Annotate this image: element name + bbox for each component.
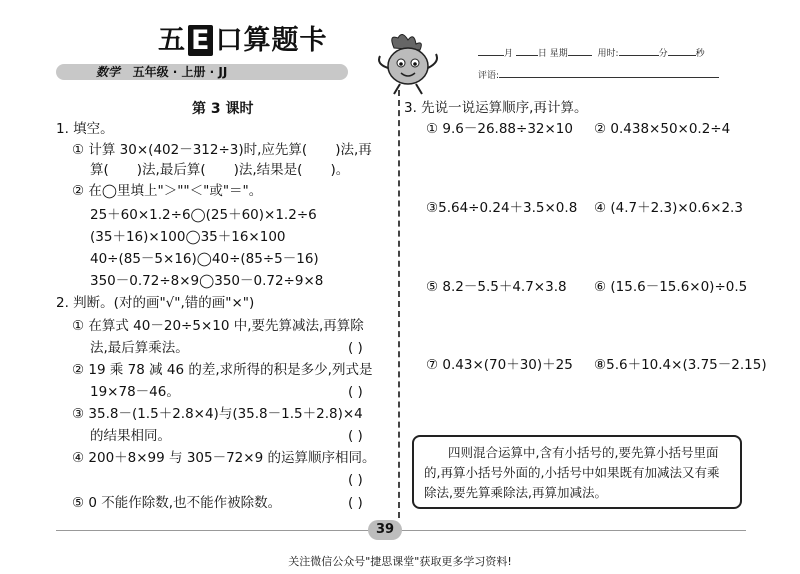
judge-4-line1: ④ 200＋8×99 与 305－72×9 的运算顺序相同。 bbox=[72, 450, 376, 466]
expr-2: ② 0.438×50×0.2÷4 bbox=[594, 121, 731, 137]
judge-5-line1: ⑤ 0 不能作除数,也不能作被除数。 bbox=[72, 495, 282, 511]
expr-8: ⑧5.6＋10.4×(3.75－2.15) bbox=[594, 357, 767, 373]
compare-2: (35＋16)×100◯35＋16×100 bbox=[90, 229, 286, 245]
column-divider bbox=[398, 90, 400, 518]
judge-3-line2: 的结果相同。 bbox=[90, 428, 171, 444]
q3-title: 3. 先说一说运算顺序,再计算。 bbox=[404, 100, 588, 116]
subject-bar: 数学 五年级 · 上册 · JJ bbox=[56, 64, 348, 80]
judge-4-answer: ( ) bbox=[348, 472, 363, 488]
compare-4: 350－0.72÷8×9◯350－0.72÷9×8 bbox=[90, 273, 324, 289]
date-line: 月 日 星期 用时: 分 秒 bbox=[478, 46, 705, 59]
judge-1-line1: ① 在算式 40－20÷5×10 中,要先算减法,再算除 bbox=[72, 318, 364, 334]
page-number: 39 bbox=[368, 520, 402, 540]
brand-title: 五 E 口算题卡 bbox=[158, 25, 328, 56]
judge-1-line2: 法,最后算乘法。 bbox=[90, 340, 189, 356]
expr-1: ① 9.6－26.88÷32×10 bbox=[426, 121, 573, 137]
expr-5: ⑤ 8.2－5.5＋4.7×3.8 bbox=[426, 279, 567, 295]
expr-6: ⑥ (15.6－15.6×0)÷0.5 bbox=[594, 279, 748, 295]
tip-box bbox=[412, 435, 742, 509]
judge-2-line1: ② 19 乘 78 减 46 的差,求所得的积是多少,列式是 bbox=[72, 362, 373, 378]
q1-item1-line1: ① 计算 30×(402－312÷3)时,应先算( )法,再 bbox=[72, 142, 372, 158]
judge-3-line1: ③ 35.8－(1.5＋2.8×4)与(35.8－1.5＋2.8)×4 bbox=[72, 406, 363, 422]
q1-item1-line2: 算( )法,最后算( )法,结果是( )。 bbox=[90, 162, 350, 178]
q2-title: 2. 判断。(对的画"√",错的画"×") bbox=[56, 295, 255, 311]
footer-note: 关注微信公众号"捷思课堂"获取更多学习资料! bbox=[288, 555, 512, 568]
tip-text: 四则混合运算中,含有小括号的,要先算小括号里面的,再算小括号外面的,小括号中如果既有加减法又有乘除法,要先算乘除法,再算加减法。 bbox=[424, 445, 720, 500]
expr-3: ③5.64÷0.24＋3.5×0.8 bbox=[426, 200, 578, 216]
compare-3: 40÷(85－5×16)◯40÷(85÷5－16) bbox=[90, 251, 319, 267]
judge-5-answer: ( ) bbox=[348, 495, 363, 511]
judge-1-answer: ( ) bbox=[348, 340, 363, 356]
lesson-title: 第 3 课时 bbox=[192, 101, 254, 117]
q1-title: 1. 填空。 bbox=[56, 121, 114, 137]
mascot-illustration bbox=[368, 30, 448, 96]
expr-7: ⑦ 0.43×(70＋30)＋25 bbox=[426, 357, 573, 373]
judge-2-answer: ( ) bbox=[348, 384, 363, 400]
q1-item2: ② 在◯里填上"＞""＜"或"＝"。 bbox=[72, 183, 263, 199]
judge-3-answer: ( ) bbox=[348, 428, 363, 444]
compare-1: 25＋60×1.2÷6◯(25＋60)×1.2÷6 bbox=[90, 207, 317, 223]
expr-4: ④ (4.7＋2.3)×0.6×2.3 bbox=[594, 200, 743, 216]
judge-2-line2: 19×78－46。 bbox=[90, 384, 180, 400]
comment-line: 评语: bbox=[478, 68, 719, 81]
